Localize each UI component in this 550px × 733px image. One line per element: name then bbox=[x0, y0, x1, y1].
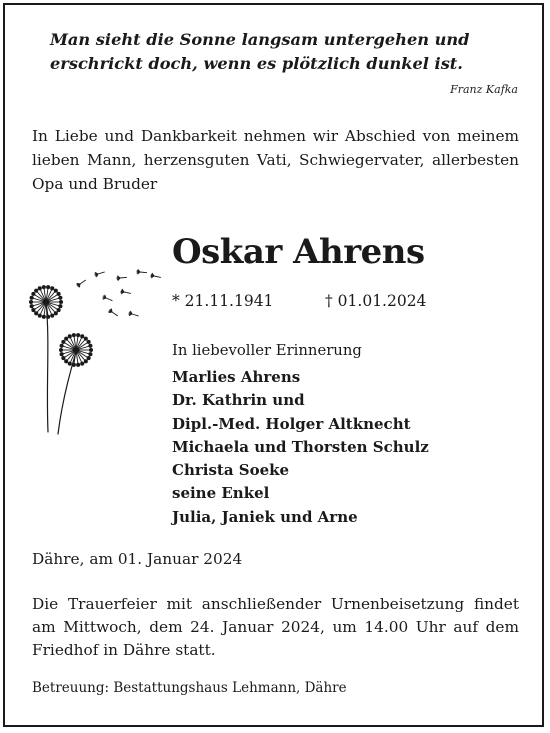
quote-line-2: erschrickt doch, wenn es plötzlich dunkel ist. bbox=[50, 54, 463, 73]
funeral-home: Betreuung: Bestattungshaus Lehmann, Dähre bbox=[32, 680, 347, 696]
mourners-list bbox=[172, 366, 429, 529]
kafka-quote bbox=[50, 28, 510, 76]
quote-author: Franz Kafka bbox=[450, 83, 518, 96]
quote-line-1: Man sieht die Sonne langsam untergehen und bbox=[50, 30, 470, 49]
birth-date: * 21.11.1941 bbox=[172, 292, 274, 310]
place-date: Dähre, am 01. Januar 2024 bbox=[32, 550, 243, 568]
dandelion-icon bbox=[28, 262, 168, 442]
deceased-name: Oskar Ahrens bbox=[172, 232, 425, 272]
mourner: Michaela und Thorsten Schulz bbox=[172, 437, 429, 456]
mourner: Christa Soeke bbox=[172, 461, 290, 480]
mourner: Marlies Ahrens bbox=[172, 368, 301, 386]
death-date: † 01.01.2024 bbox=[325, 292, 427, 310]
memory-line: In liebevoller Erinnerung bbox=[172, 342, 362, 359]
mourner: seine Enkel bbox=[172, 484, 270, 503]
mourner: Julia, Janiek und Arne bbox=[172, 507, 358, 526]
mourner: Dr. Kathrin und bbox=[172, 391, 305, 410]
intro-text: In Liebe und Dankbarkeit nehmen wir Abschied von meinem lieben Mann, herzensguten Vati, Schwiegervater, allerbesten Opa und Bruder bbox=[32, 127, 519, 193]
funeral-info: Die Trauerfeier mit anschließender Urnenbeisetzung findet am Mittwoch, dem 24. Januar 2024, um 14.00 Uhr auf dem Friedhof in Dähre statt. bbox=[32, 595, 519, 659]
mourner: Dipl.-Med. Holger Altknecht bbox=[172, 414, 411, 433]
